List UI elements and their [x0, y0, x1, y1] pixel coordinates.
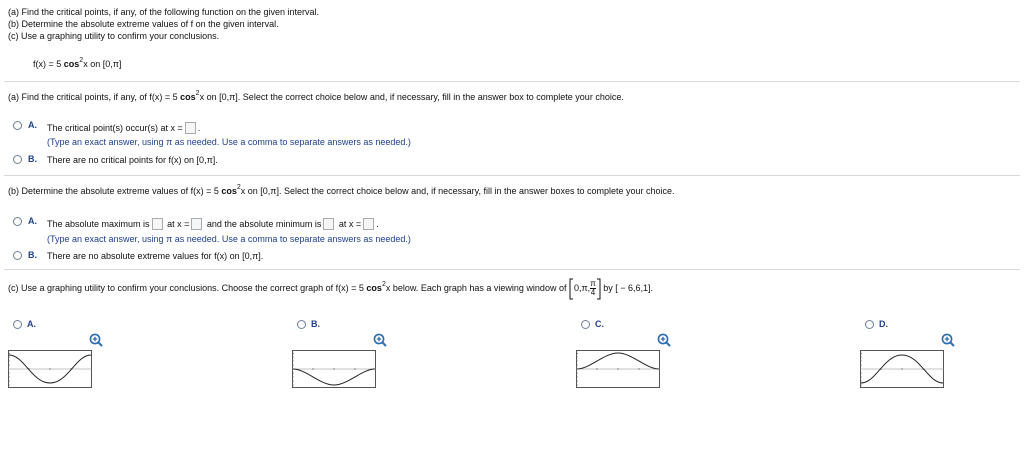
part-a-question: (a) Find the critical points, if any, of f(x) = 5 $\cos^2x$ on [0,π]. Select the correct choice below and, if necessary, fill in the answer box to complete your choice. [8, 90, 624, 102]
absolute-max-x-answer-box[interactable] [191, 218, 202, 230]
part-a-choice-a-hint: (Type an exact answer, using π as needed. Use a comma to separate answers as needed.) [47, 137, 411, 147]
graph-option-c-radio[interactable] [581, 320, 590, 329]
part-a-choice-a-radio[interactable] [13, 121, 22, 130]
divider [4, 81, 1020, 82]
part-b-choice-b-radio[interactable] [13, 251, 22, 260]
graph-option-b-radio[interactable] [297, 320, 306, 329]
divider [4, 269, 1020, 270]
zoom-in-icon[interactable] [373, 333, 387, 347]
part-b-choice-a-text: The absolute maximum is at x = and the absolute minimum is at x = . [47, 219, 379, 229]
part-b-choice-a-radio[interactable] [13, 217, 22, 226]
intro-line-c: (c) Use a graphing utility to confirm your conclusions. [8, 31, 220, 41]
graph-option-a-letter: A. [27, 319, 36, 329]
graph-c[interactable] [576, 350, 660, 388]
part-b-choice-b-text: There are no absolute extreme values for f(x) on [0,π]. [47, 251, 264, 261]
part-b-question: (b) Determine the absolute extreme values of f(x) = 5 $\cos^2x$ on [0,π]. Select the correct choice below and, if necessary, fill in the answer boxes to complete your choice. [8, 184, 675, 196]
graph-option-c-letter: C. [595, 319, 604, 329]
part-a-choice-b-letter: B. [28, 154, 37, 164]
part-c-question: (c) Use a graphing utility to confirm your conclusions. Choose the correct graph of f(x) = 5 $\cos^2x$ below. Each graph has a viewing window of 0,π, $\frac{\pi}{4}$ by [ − 6,6,1]. [8, 276, 653, 300]
part-a-choice-a-letter: A. [28, 120, 37, 130]
intro-line-b: (b) Determine the absolute extreme values of f on the given interval. [8, 19, 279, 29]
graph-option-d-letter: D. [879, 319, 888, 329]
critical-point-answer-box[interactable] [185, 122, 196, 134]
absolute-min-x-answer-box[interactable] [363, 218, 374, 230]
graph-option-b-letter: B. [311, 319, 320, 329]
absolute-max-answer-box[interactable] [152, 218, 163, 230]
divider [4, 175, 1020, 176]
graph-d[interactable] [860, 350, 944, 388]
zoom-in-icon[interactable] [941, 333, 955, 347]
part-b-choice-b-letter: B. [28, 250, 37, 260]
absolute-min-answer-box[interactable] [323, 218, 334, 230]
graph-a[interactable] [8, 350, 92, 388]
right-bracket-icon [596, 278, 601, 300]
intro-line-a: (a) Find the critical points, if any, of the following function on the given interval. [8, 7, 319, 17]
graph-option-a-radio[interactable] [13, 320, 22, 329]
graph-b[interactable] [292, 350, 376, 388]
function-definition: f(x) = 5 $\cos^2x$ on [0,π] [33, 57, 122, 69]
viewing-window: 0,π, $\frac{\pi}{4}$ [569, 283, 603, 293]
graph-option-d-radio[interactable] [865, 320, 874, 329]
part-b-choice-a-letter: A. [28, 216, 37, 226]
part-b-choice-a-hint: (Type an exact answer, using π as needed. Use a comma to separate answers as needed.) [47, 234, 411, 244]
part-a-choice-b-radio[interactable] [13, 155, 22, 164]
part-a-choice-b-text: There are no critical points for f(x) on [0,π]. [47, 155, 218, 165]
zoom-in-icon[interactable] [89, 333, 103, 347]
zoom-in-icon[interactable] [657, 333, 671, 347]
part-a-choice-a-text: The critical point(s) occur(s) at x = . [47, 123, 201, 133]
